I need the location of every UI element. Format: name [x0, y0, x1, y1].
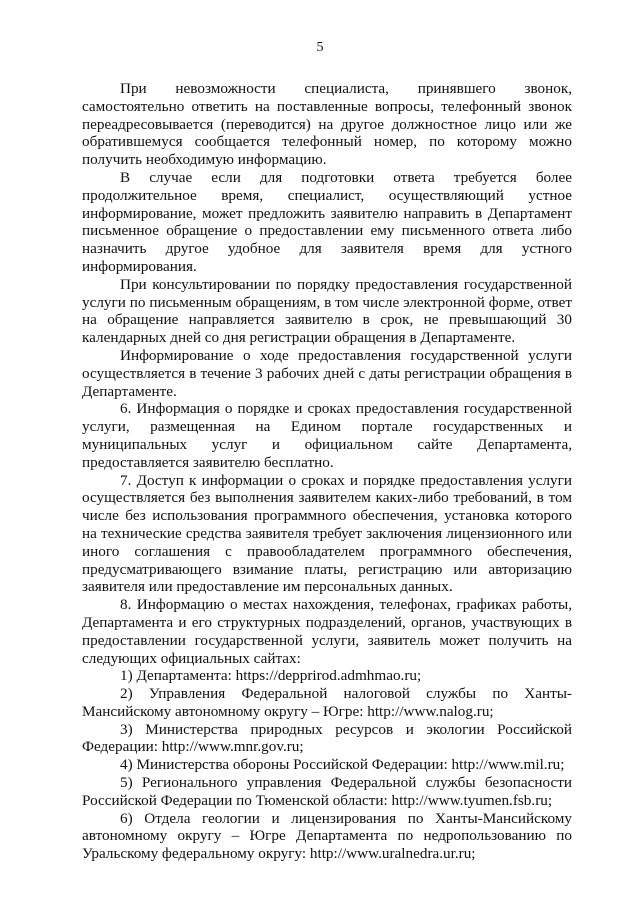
- paragraph-item-6: 6. Информация о порядке и сроках предоставления государственной услуги, размещенная на Едином портале государственных и муниципальных услуг и официальном сайте Департамента, предоставляется заявителю бесплатно.: [82, 400, 572, 471]
- page-number: 5: [316, 40, 324, 55]
- site-list-item-5: 5) Регионального управления Федеральной службы безопасности Российской Федерации по Тюменской области: http://www.tyumen.fsb.ru;: [82, 774, 572, 809]
- paragraph-callback: При невозможности специалиста, принявшего звонок, самостоятельно ответить на поставленные вопросы, телефонный звонок переадресовывается (переводится) на другое должностное лицо или же обратившемуся сообщается телефонный номер, по которому можно получить необходимую информацию.: [82, 80, 572, 169]
- paragraph-long-preparation: В случае если для подготовки ответа требуется более продолжительное время, специалист, осуществляющий устное информирование, может предложить заявителю направить в Департамент письменное обращение о предоставлении ему письменного ответа либо назначить другое удобное для заявителя время для устного информирования.: [82, 168, 572, 275]
- paragraph-written-requests: При консультировании по порядку предоставления государственной услуги по письменным обращениям, в том числе электронной форме, ответ на обращение направляется заявителю в срок, не превышающий 30 календарных дней со дня регистрации обращения в Департаменте.: [82, 275, 572, 347]
- site-list-item-6: 6) Отдела геологии и лицензирования по Ханты-Мансийскому автономному округу – Югре Департамента по недропользованию по Уральскому федеральному округу: http://www.uralnedra.ur.ru;: [82, 809, 572, 863]
- site-list-item-1: 1) Департамента: https://depprirod.admhmao.ru;: [120, 667, 422, 685]
- site-list-item-4: 4) Министерства обороны Российской Федерации: http://www.mil.ru;: [120, 756, 565, 774]
- document-body: [82, 80, 572, 863]
- site-list-item-3: 3) Министерства природных ресурсов и экологии Российской Федерации: http://www.mnr.gov.ru;: [82, 720, 572, 756]
- paragraph-item-8: 8. Информацию о местах нахождения, телефонах, графиках работы, Департамента и его структурных подразделений, органов, участвующих в предоставлении государственной услуги, заявитель может получить на следующих официальных сайтах:: [82, 596, 572, 667]
- paragraph-item-7: 7. Доступ к информации о сроках и порядке предоставления услуги осуществляется без выполнения заявителем каких-либо требований, в том числе без использования программного обеспечения, установка которого на технические средства заявителя требует заключения лицензионного или иного соглашения с правообладателем программного обеспечения, предусматривающего взимание платы, регистрацию или авторизацию заявителя или предоставление им персональных данных.: [82, 471, 572, 596]
- paragraph-progress-info: Информирование о ходе предоставления государственной услуги осуществляется в течение 3 рабочих дней с даты регистрации обращения в Департаменте.: [82, 346, 572, 400]
- site-list-item-2: 2) Управления Федеральной налоговой службы по Ханты-Мансийскому автономному округу – Югре: http://www.nalog.ru;: [82, 685, 572, 720]
